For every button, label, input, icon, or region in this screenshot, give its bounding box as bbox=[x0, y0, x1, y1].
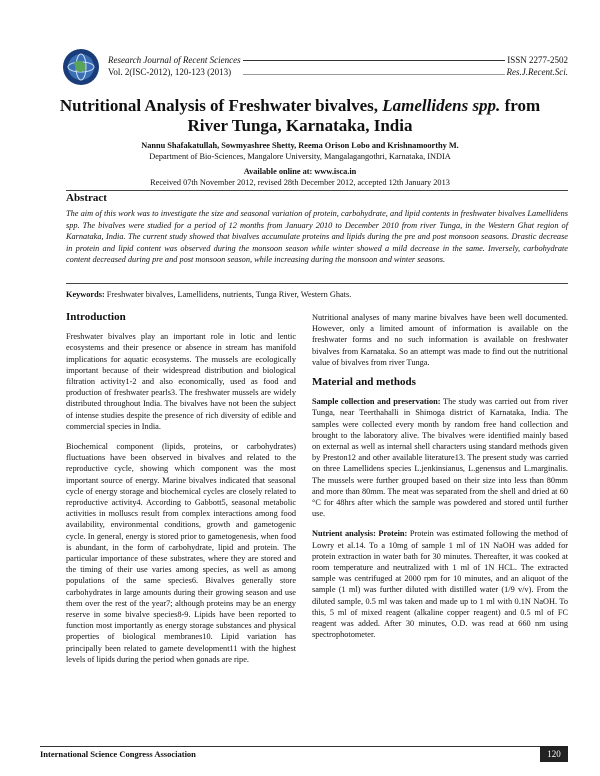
journal-info bbox=[106, 54, 243, 78]
isca-logo-icon bbox=[62, 48, 100, 86]
authors: Nannu Shafakatullah, Sowmyashree Shetty, Reema Orison Lobo and Krishnamoorthy M. bbox=[141, 141, 459, 150]
keywords bbox=[66, 290, 568, 299]
keywords-label: Keywords: bbox=[66, 290, 105, 299]
intro-paragraph-1: Freshwater bivalves play an important role in lotic and lentic ecosystems and their presence or absence in stream has manifold implications for aquatic ecosystems. The mussels are ecologically important because of their widespread distribution and biological filtration activity1-2 and also economically, used as food and production of freshwater pearls3. The freshwater mussels are widely distributed throughout India. The bivalves have not been the subject of intense studies despite the presence of rich diversity of edible and commercial species in India. bbox=[66, 332, 296, 431]
journal-volume: Vol. 2(ISC-2012), 120-123 (2013) bbox=[108, 67, 232, 77]
page-number: 120 bbox=[540, 746, 568, 762]
affiliation: Department of Bio-Sciences, Mangalore University, Mangalagangothri, Karnataka, INDIA bbox=[149, 152, 451, 161]
title-part-1: Nutritional Analysis of Freshwater bivalves, bbox=[59, 96, 383, 115]
paper-title bbox=[40, 96, 560, 136]
abstract-text: The aim of this work was to investigate the size and seasonal variation of protein, carbohydrate, and lipid contents in freshwater bivalves Lamellidens spp. The bivalves were studied for a period of 12 months from January 2010 to December 2010 from river Tunga, in the Western Ghat region of Karnataka, India. The current study showed that bivalves accumulate proteins and lipids during the pre and post monsoon seasons. Drastic decrease in protein and lipid content was observed during the monsoon season while winter showed a mild decrease in the same. Inversely, carbohydrate content decreased during pre and post monsoon season, while increasing during the monsoon and winter seasons. bbox=[66, 209, 568, 265]
journal-abbrev: Res.J.Recent.Sci. bbox=[506, 67, 568, 77]
introduction-heading: Introduction bbox=[66, 311, 126, 323]
keywords-text: Freshwater bivalves, Lamellidens, nutrients, Tunga River, Western Ghats. bbox=[104, 290, 352, 299]
title-part-2: from River Tunga, Karnataka, India bbox=[187, 96, 541, 135]
journal-issn: ISSN 2277-2502 bbox=[507, 55, 568, 65]
left-column bbox=[66, 312, 296, 674]
sample-collection-runin: Sample collection and preservation: bbox=[312, 397, 441, 407]
journal-issn-block bbox=[505, 54, 570, 78]
abstract-heading: Abstract bbox=[66, 192, 107, 204]
nutrient-analysis-runin: Nutrient analysis: Protein: bbox=[312, 529, 408, 539]
received-dates: Received 07th November 2012, revised 28th December 2012, accepted 12th January 2013 bbox=[150, 178, 450, 187]
page-footer bbox=[40, 746, 568, 762]
sample-collection-paragraph bbox=[312, 396, 568, 519]
journal-header bbox=[62, 48, 570, 88]
sample-collection-text: The study was carried out from river Tunga, near Teerthahalli in Shimoga district of Karnataka, India. The samples were collected every month by random free hand collection and brought to the laboratory alive. The bivalves were identified mainly based on external as well as internal shell characters using standard methods given by Preston12 and other available literature13. The present study was carried on three Lamellidens species L.jenkinsianus, L.genensus and L.marginalis. The mussels were further grouped based on their size into less than 80mm and more than 80mm. The meat was separated from the shell and dried at 60 °C for 48hrs after which the sample was powdered and stored until further use. bbox=[312, 397, 569, 519]
methods-heading: Material and methods bbox=[312, 376, 416, 389]
nutrient-analysis-paragraph bbox=[312, 528, 568, 640]
intro-paragraph-2: Biochemical component (lipids, proteins, or carbohydrates) fluctuations have been observed in bivalves and related to the reproductive cycle, showing which component was the most important source of energy. Marine bivalves indicated that seasonal cycle of energy storage and biochemical cycles are closely related to reproductive activity4. According to Gabbott5, seasonal metabolic activities in molluscs result from complex interactions among food availability, environmental conditions, growth and gametogenic cycle. In general, energy is stored prior to gametogenesis, when food is abundant, in the form of carbohydrate, lipid and protein. The particular importance of these substrates, where they are stored and the timing of their use varies among species, as well as among populations of the same species6. Bivalves generally store carbohydrates in large amounts during their growing season and use them over the rest of the year7; although proteins may be an energy reserve in some bivalve species8-9. Lipids have been reported to function most importantly as energy storage substances and physical properties of biological membranes10. Lipid variation has principally been related to gamete development11 with the highest levels of lipids during the period when gonads are ripe. bbox=[66, 442, 296, 664]
nutrient-analysis-text: Protein was estimated following the method of Lowry et al.14. To a 10mg of sample 1 ml of 1N NaOH was added for protein extraction in water bath for 30 minutes. Thereafter, it was cooked at room temperature and neutralized with 1 ml of 1N HCL. The extracted sample was centrifuged at 2000 rpm for 10 minutes, and an aliquot of the sample (1 ml) was further diluted with distilled water (1/9 v/v). From the diluted sample, 0.5 ml was taken and made up to 1 ml with 0.1N NaOH. To this, 5 ml of mixed reagent (alkaline copper reagent) and 0.5 ml of FC reagent was added. After 30 minutes, O.D. was read at 660 nm using spectrophotometer. bbox=[312, 529, 568, 640]
footer-rule bbox=[40, 746, 568, 747]
intro-paragraph-3: Nutritional analyses of many marine bivalves have been well documented. However, only a limited amount of information is available on the freshwater forms and no such information is available on freshwater bivalves from Karnataka. So an attempt was made to find out the nutritional value of bivalves from river Tunga. bbox=[312, 313, 568, 367]
title-species: Lamellidens spp. bbox=[382, 96, 501, 115]
journal-name: Research Journal of Recent Sciences bbox=[108, 55, 241, 65]
right-column bbox=[312, 312, 568, 649]
footer-association: International Science Congress Association bbox=[40, 749, 196, 759]
available-online: Available online at: www.isca.in bbox=[243, 167, 357, 176]
